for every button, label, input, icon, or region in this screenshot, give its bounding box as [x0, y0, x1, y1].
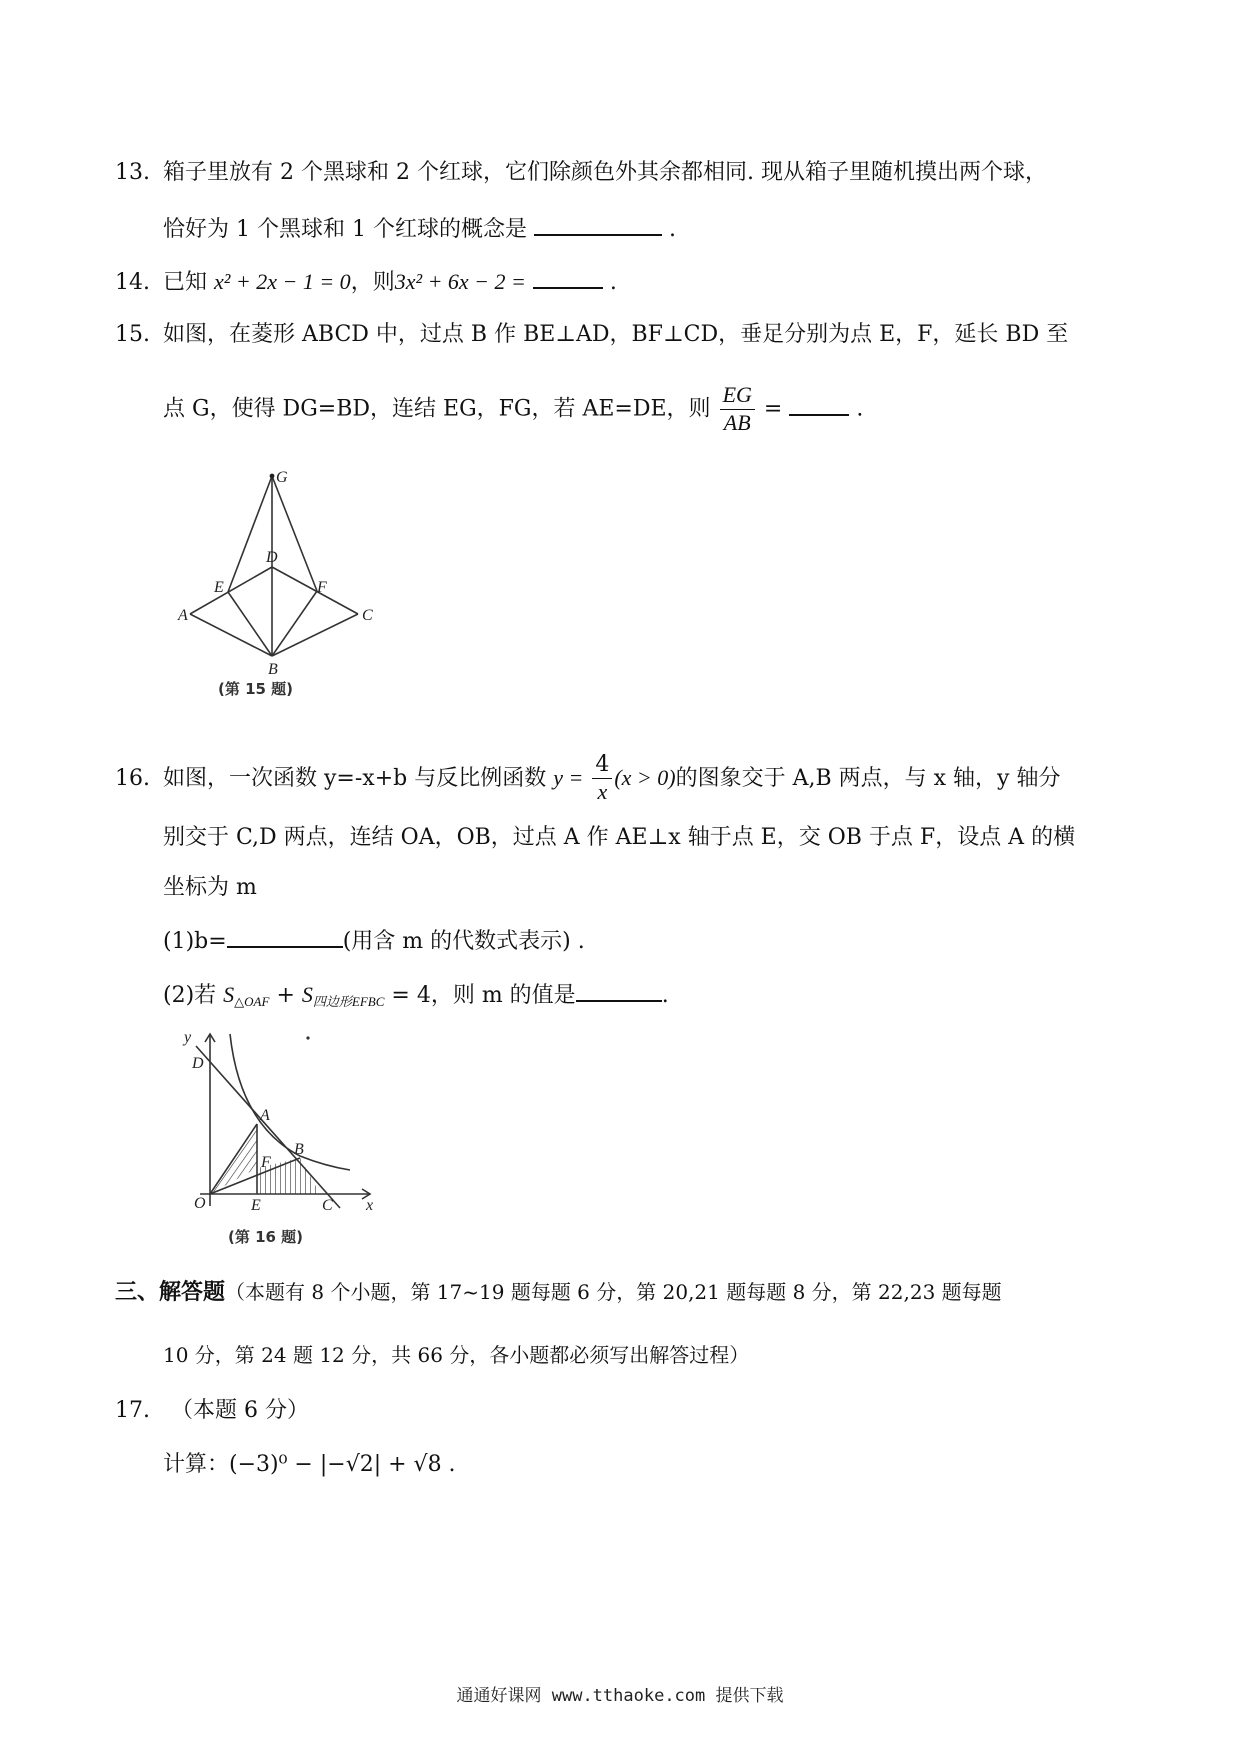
figure-16-caption: (第 16 题) [228, 1228, 304, 1246]
q16-area-s2: S [301, 982, 313, 1007]
q17-score: （本题 6 分） [171, 1398, 309, 1423]
q17-expression: (−3)⁰ − |−√2| + √8 . [229, 1452, 456, 1477]
label-C: C [362, 607, 373, 624]
q14-number: 14. [115, 270, 150, 295]
label-D: D [192, 1055, 204, 1072]
q15-text-line1: 如图，在菱形 ABCD 中，过点 B 作 BE⊥AD，BF⊥CD，垂足分别为点 E，F，延长 BD 至 [163, 322, 1069, 347]
q16-frac-numerator: 4 [592, 752, 612, 779]
q16-text-line2: 别交于 C,D 两点，连结 OA，OB，过点 A 作 AE⊥x 轴于点 E，交 OB 于点 F，设点 A 的横 [163, 825, 1076, 850]
label-O: O [194, 1195, 206, 1212]
q15-line2 [163, 382, 863, 437]
figure-15-rhombus [180, 462, 380, 692]
q15-text-line2: 点 G，使得 DG=BD，连结 EG，FG，若 AE=DE，则 [163, 396, 711, 422]
section3-line1 [115, 1277, 1002, 1308]
q13-text-line2: 恰好为 1 个黑球和 1 个红球的概念是 [163, 217, 527, 242]
label-E: E [251, 1197, 261, 1214]
q16-fraction [592, 752, 612, 806]
label-B: B [268, 661, 278, 678]
point-G [270, 474, 275, 479]
q14-answer-blank[interactable] [533, 265, 603, 289]
section3-title: 三、解答题 [115, 1279, 226, 1305]
label-x: x [366, 1197, 374, 1214]
q16-line3 [163, 873, 257, 903]
q13-text-line1: 箱子里放有 2 个黑球和 2 个红球，它们除颜色外其余都相同. 现从箱子里随机摸出两个球， [163, 160, 1047, 185]
q15-frac-numerator: EG [722, 382, 752, 407]
q15-frac-denominator: AB [723, 410, 751, 435]
label-y: y [184, 1029, 192, 1046]
stray-dot [306, 1036, 309, 1039]
label-A: A [178, 607, 188, 624]
q16-part2-blank[interactable] [576, 978, 662, 1002]
q14-line [115, 265, 617, 298]
q14-pre: 已知 [163, 270, 208, 295]
q16-condition: (x > 0) [614, 765, 676, 790]
q16-number: 16. [115, 766, 150, 791]
q16-line2 [163, 823, 1075, 853]
line-EG [228, 476, 272, 592]
edge-AD [190, 567, 272, 614]
q16-text-line3: 坐标为 m [163, 875, 257, 900]
q14-period: . [609, 270, 617, 295]
figure-16-graph [180, 1029, 380, 1214]
q15-number: 15. [115, 322, 150, 347]
edge-AB [190, 614, 272, 656]
section3-desc1: （本题有 8 个小题，第 17~19 题每题 6 分，第 20,21 题每题 8 分，第 22,23 题每题 [225, 1280, 1002, 1304]
q16-frac-denominator: x [597, 779, 608, 804]
q17-number: 17. [115, 1398, 150, 1423]
q14-equation: x² + 2x − 1 = 0 [214, 269, 351, 294]
q16-part2-pre: (2)若 [163, 983, 217, 1008]
label-D: D [266, 549, 278, 566]
q15-period: . [856, 396, 864, 422]
q17-label: 计算： [163, 1452, 230, 1477]
figure-15-caption: (第 15 题) [218, 680, 294, 698]
q15-answer-blank[interactable] [789, 392, 849, 416]
label-C: C [322, 1197, 333, 1214]
edge-DC [272, 567, 358, 614]
q16-function-y: y = [553, 765, 584, 790]
section3-line2 [163, 1340, 749, 1371]
q16-part2-mid: ，则 m 的值是 [430, 983, 576, 1008]
label-F: F [317, 579, 327, 596]
q16-area-s2-sub: 四边形EFBC [312, 994, 385, 1009]
section3-desc2: 10 分，第 24 题 12 分，共 66 分，各小题都必须写出解答过程） [163, 1343, 750, 1367]
line-BE [228, 592, 272, 656]
label-F: F [261, 1154, 271, 1171]
q14-mid: ，则 [350, 270, 395, 295]
q16-text-line1b: 的图象交于 A,B 两点，与 x 轴，y 轴分 [675, 766, 1061, 791]
q15-equals: = [763, 396, 783, 422]
line-FG [272, 476, 317, 591]
q16-text-line1a: 如图，一次函数 y=-x+b 与反比例函数 [163, 766, 547, 791]
q16-plus: + [276, 983, 295, 1008]
q17-line1 [115, 1396, 309, 1426]
label-E: E [214, 579, 224, 596]
page-footer: 通通好课网 www.tthaoke.com 提供下载 [456, 1686, 784, 1706]
q15-line1 [115, 320, 1068, 350]
q13-number: 13. [115, 160, 150, 185]
q16-part2 [163, 978, 669, 1017]
q13-line2 [163, 212, 676, 245]
line-BF [272, 591, 317, 656]
q17-line2 [163, 1450, 456, 1480]
q16-part1 [163, 924, 585, 957]
label-B: B [294, 1141, 304, 1158]
q13-answer-blank[interactable] [534, 212, 662, 236]
q13-period: . [668, 217, 676, 242]
q16-equals-4: = 4 [391, 983, 431, 1008]
q16-line1 [115, 752, 1060, 806]
q16-area-s1-sub: △OAF [234, 994, 270, 1009]
label-A: A [260, 1107, 270, 1124]
label-G: G [276, 469, 288, 486]
q16-area-s1: S [223, 982, 235, 1007]
edge-BC [272, 614, 358, 656]
q16-part1-blank[interactable] [227, 924, 343, 948]
q13-line1 [115, 158, 1047, 188]
q15-fraction [720, 382, 755, 437]
q16-part1-post: (用含 m 的代数式表示) . [342, 929, 585, 954]
q16-part1-pre: (1)b= [163, 929, 227, 954]
q14-expression: 3x² + 6x − 2 = [394, 269, 526, 294]
q16-period: . [661, 983, 669, 1008]
